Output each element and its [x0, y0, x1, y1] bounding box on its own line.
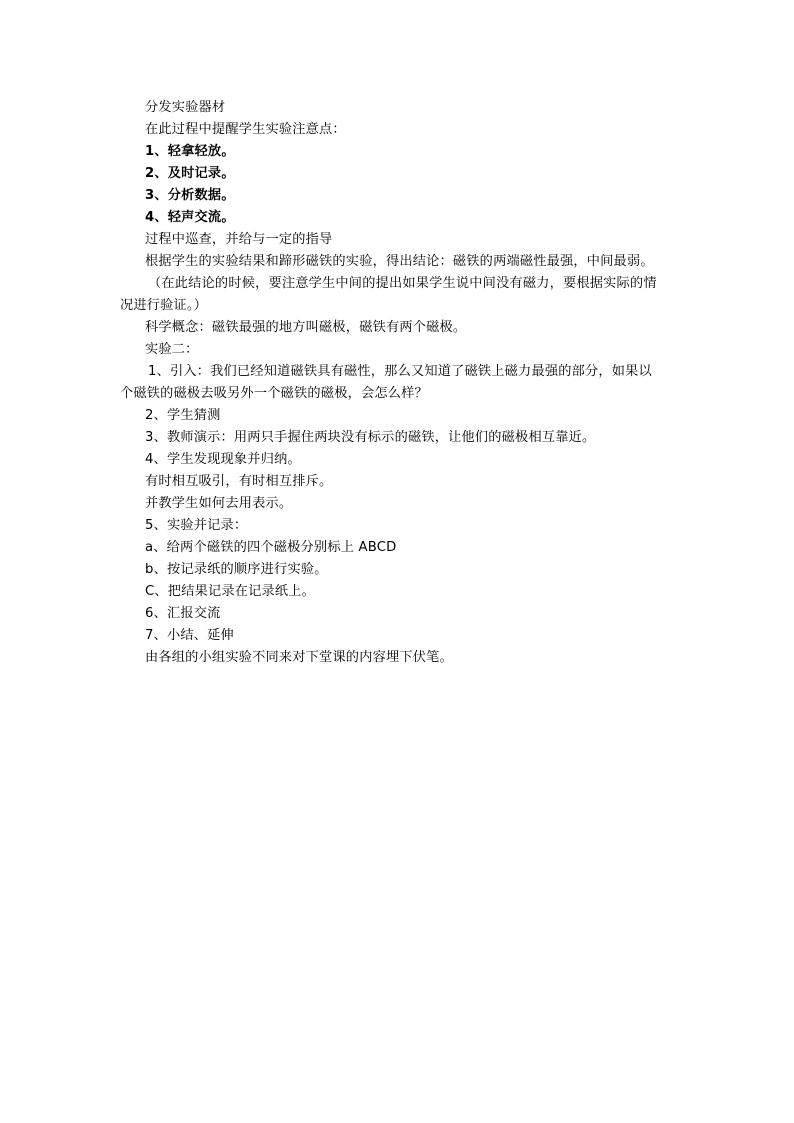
- text-line-bold: 1、轻拿轻放。: [145, 144, 235, 159]
- text-line: C、把结果记录在记录纸上。: [145, 584, 316, 599]
- text-line: 在此过程中提醒学生实验注意点：: [145, 122, 346, 137]
- text-line: 个磁铁的磁极去吸另外一个磁铁的磁极，会怎么样？: [120, 386, 428, 401]
- text-line-bold: 4、轻声交流。: [145, 210, 235, 225]
- text-line: b、按记录纸的顺序进行实验。: [145, 562, 328, 577]
- text-line: 实验二：: [145, 342, 199, 357]
- text-line: 有时相互吸引，有时相互排斥。: [145, 474, 333, 489]
- text-line: 过程中巡查，并给与一定的指导: [145, 232, 333, 247]
- text-line-bold: 3、分析数据。: [145, 188, 235, 203]
- document-body: [120, 97, 680, 669]
- text-line: 3、教师演示：用两只手握住两块没有标示的磁铁，让他们的磁极相互靠近。: [145, 430, 596, 445]
- text-line: 由各组的小组实验不同来对下堂课的内容埋下伏笔。: [145, 650, 453, 665]
- text-line: a、给两个磁铁的四个磁极分别标上 ABCD: [145, 540, 397, 555]
- text-line: 并教学生如何去用表示。: [145, 496, 293, 511]
- text-line: 6、汇报交流: [145, 606, 221, 621]
- text-line: 况进行验证。）: [120, 298, 208, 313]
- text-line: 4、学生发现现象并归纳。: [145, 452, 301, 467]
- text-line: 7、小结、延伸: [145, 628, 234, 643]
- text-line: 分发实验器材: [145, 100, 226, 115]
- text-line: 根据学生的实验结果和蹄形磁铁的实验，得出结论：磁铁的两端磁性最强，中间最弱。: [145, 254, 654, 269]
- text-line-bold: 2、及时记录。: [145, 166, 235, 181]
- text-line: 1、引入：我们已经知道磁铁具有磁性，那么又知道了磁铁上磁力最强的部分，如果以: [148, 364, 652, 379]
- text-line: 2、学生猜测: [145, 408, 221, 423]
- text-line: 科学概念：磁铁最强的地方叫磁极，磁铁有两个磁极。: [145, 320, 467, 335]
- text-line: （在此结论的时候，要注意学生中间的提出如果学生说中间没有磁力，要根据实际的情: [148, 276, 657, 291]
- text-line: 5、实验并记录：: [145, 518, 248, 533]
